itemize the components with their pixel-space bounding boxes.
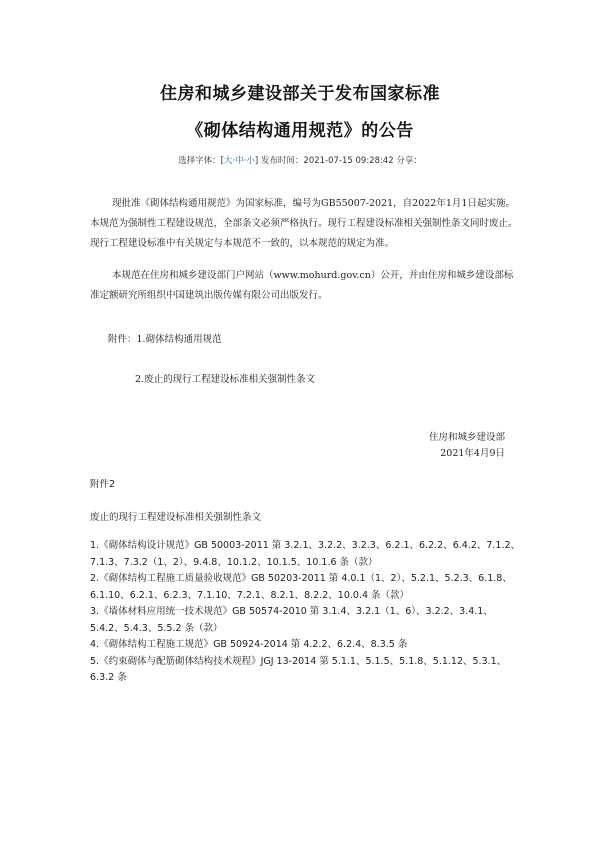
attachment2-title: 废止的现行工程建设标准相关强制性条文 (90, 512, 262, 523)
announcement-paragraph-1: 现批准《砌体结构通用规范》为国家标准，编号为GB55007-2021，自2022年1月1日起实施。本规范为强制性工程建设规范，全部条文必须严格执行。现行工程建设标准相关强制性条文同时废止。现行工程建设标准中有关规定与本规范不一致的，以本规范的规定为准。 (90, 198, 518, 249)
font-size-small-link[interactable]: 小 (246, 156, 255, 166)
share-label[interactable]: 分享： (396, 156, 422, 166)
attachment2-label: 附件2 (90, 479, 116, 490)
repealed-clauses-list (90, 538, 522, 687)
list-item: 3.《墙体材料应用统一技术规范》GB 50574-2010 第 3.1.4、3.2.1（1、6）、3.2.2、3.4.1、5.4.2、5.4.3、5.5.2 条（款） (90, 606, 493, 634)
font-size-label: 选择字体： (178, 156, 221, 166)
bracket-open: [ (220, 156, 224, 166)
attachment-list-item-2: 2.废止的现行工程建设标准相关强制性条文 (135, 374, 316, 385)
separator: · (232, 156, 236, 166)
font-size-medium-link[interactable]: 中 (235, 156, 244, 166)
font-size-large-link[interactable]: 大 (223, 156, 233, 166)
publish-time: 发布时间：2021-07-15 09:28:42 (260, 156, 394, 166)
list-item: 4.《砌体结构工程施工规范》GB 50924-2014 第 4.2.2、6.2.4、8.3.5 条 (90, 639, 408, 650)
list-item: 5.《约束砌体与配筋砌体结构技术规程》JGJ 13-2014 第 5.1.1、5.1.5、5.1.8、5.1.12、5.3.1、6.3.2 条 (90, 655, 507, 683)
announcement-paragraph-2: 本规范在住房和城乡建设部门户网站（www.mohurd.gov.cn）公开，并由住房和城乡建设部标准定额研究所组织中国建筑出版传媒有限公司出版发行。 (90, 270, 514, 301)
separator: · (243, 156, 247, 166)
page-title-line1: 住房和城乡建设部关于发布国家标准 (160, 84, 440, 104)
list-item: 2.《砌体结构工程施工质量验收规范》GB 50203-2011 第 4.0.1（1、2）、5.2.1、5.2.3、6.1.8、6.1.10、6.2.1、6.2.3、7.1.10、7.2.1、8.2.1、8.2.2、10.0.4 条（款） (90, 573, 512, 601)
signature-org: 住房和城乡建设部 (428, 432, 505, 443)
article-meta (0, 154, 600, 166)
attachment-list-head: 附件：1.砌体结构通用规范 (108, 334, 222, 345)
font-size-selector (221, 156, 259, 166)
list-item: 1.《砌体结构设计规范》GB 50003-2011 第 3.2.1、3.2.2、3.2.3、6.2.1、6.2.2、6.4.2、7.1.2、7.1.3、7.3.2（1、2）、9.4.8、10.1.2、10.1.5、10.1.6 条（款） (90, 540, 521, 568)
signature-date: 2021年4月9日 (440, 448, 505, 459)
bracket-close: ] (254, 156, 259, 166)
page-title-line2: 《砌体结构通用规范》的公告 (186, 121, 414, 141)
